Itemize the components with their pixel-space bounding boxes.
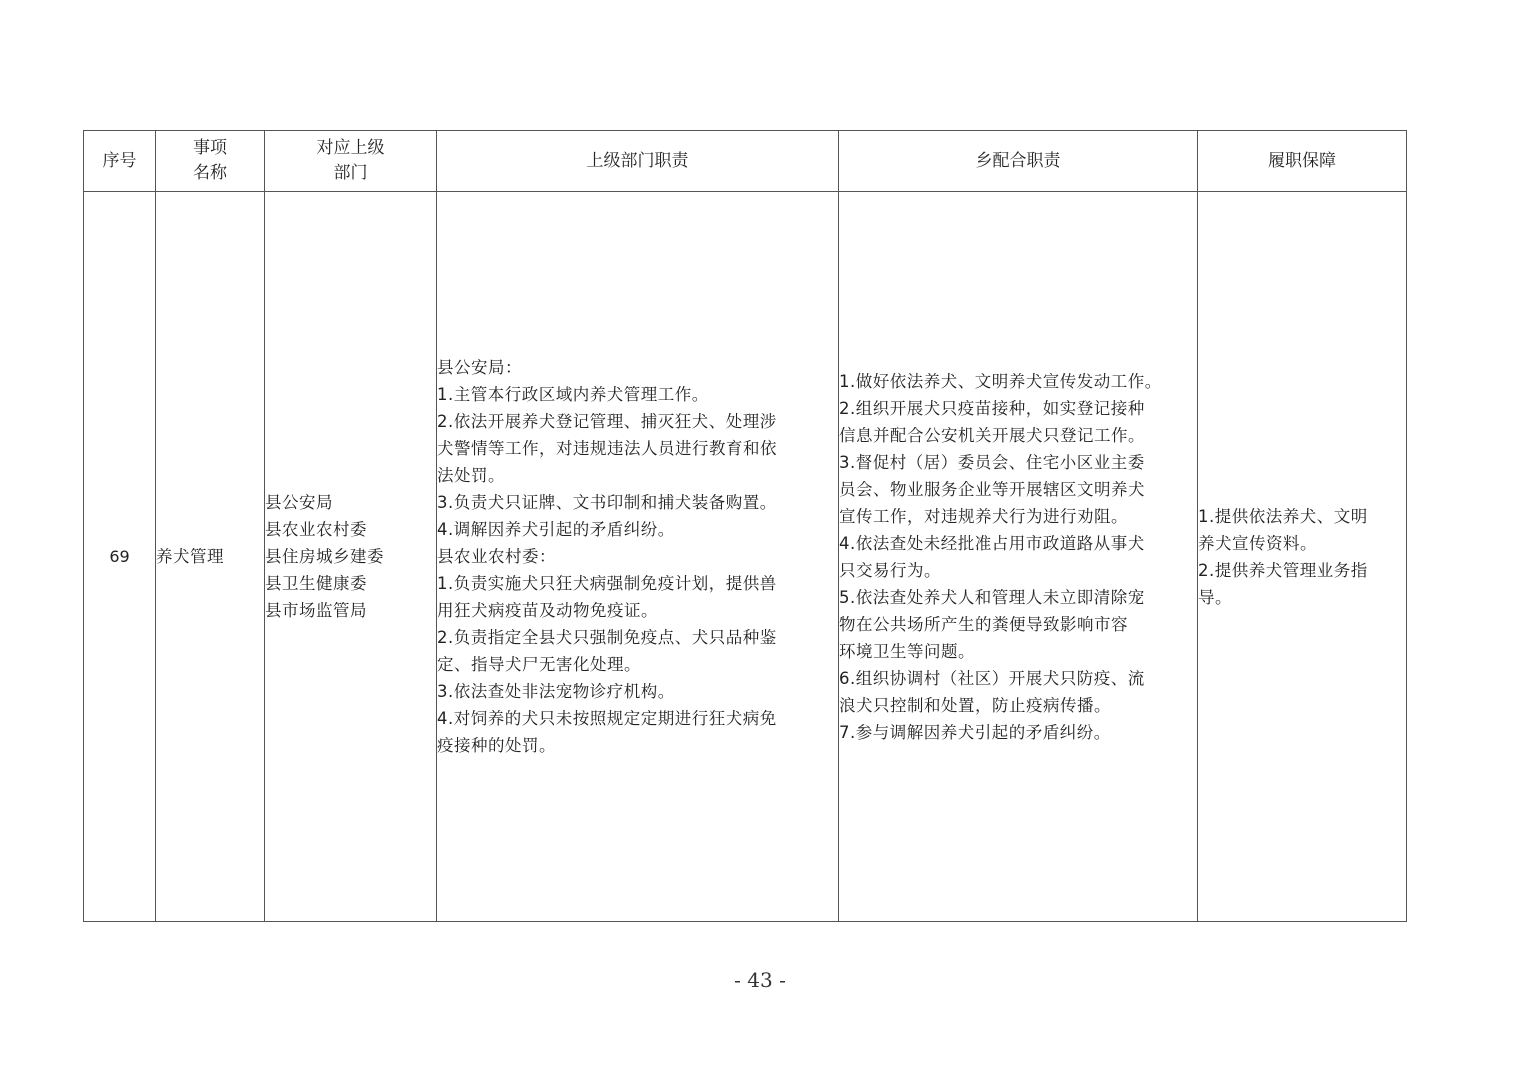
duty-line: 物在公共场所产生的粪便导致影响市容 xyxy=(839,614,1128,634)
duty-line: 1.做好依法养犬、文明养犬宣传发动工作。 xyxy=(839,371,1162,391)
header-superior-duties: 上级部门职责 xyxy=(437,131,839,192)
row-township-duties xyxy=(839,192,1198,922)
row-guarantee xyxy=(1198,192,1407,922)
table-row xyxy=(84,192,1407,922)
header-item-name xyxy=(156,131,265,192)
guarantee-line: 养犬宣传资料。 xyxy=(1198,533,1317,553)
duty-line: 县公安局： xyxy=(437,358,522,377)
duty-line: 5.依法查处养犬人和管理人未立即清除宠 xyxy=(839,587,1145,607)
header-item-name-line: 事项 xyxy=(193,138,227,158)
header-seq: 序号 xyxy=(84,131,156,192)
duty-line: 3.负责犬只证牌、文书印制和捕犬装备购置。 xyxy=(437,493,777,512)
duty-line: 疫接种的处罚。 xyxy=(437,736,556,755)
duty-line: 3.督促村（居）委员会、住宅小区业主委 xyxy=(839,452,1145,472)
duty-table xyxy=(83,130,1407,922)
header-township-duties: 乡配合职责 xyxy=(839,131,1198,192)
header-superior-dept-line: 对应上级 xyxy=(316,138,385,158)
duty-line: 2.依法开展养犬登记管理、捕灭狂犬、处理涉 xyxy=(437,412,777,431)
guarantee-line: 导。 xyxy=(1198,587,1232,607)
duty-line: 2.组织开展犬只疫苗接种，如实登记接种 xyxy=(839,398,1145,418)
department-line: 县公安局 xyxy=(265,493,333,512)
duty-line: 浪犬只控制和处置，防止疫病传播。 xyxy=(839,695,1111,715)
duty-line: 1.主管本行政区域内养犬管理工作。 xyxy=(437,385,709,404)
department-line: 县卫生健康委 xyxy=(265,574,367,593)
header-row xyxy=(84,131,1407,192)
duty-line: 4.对饲养的犬只未按照规定定期进行狂犬病免 xyxy=(437,709,777,728)
row-seq: 69 xyxy=(84,192,156,922)
department-line: 县农业农村委 xyxy=(265,520,367,539)
header-superior-dept xyxy=(265,131,437,192)
row-departments xyxy=(265,192,437,922)
department-line: 县市场监管局 xyxy=(265,601,367,620)
duty-line: 4.调解因养犬引起的矛盾纠纷。 xyxy=(437,520,675,539)
page-number: - 43 - xyxy=(734,968,786,992)
duty-line: 宣传工作，对违规养犬行为进行劝阻。 xyxy=(839,506,1128,526)
header-guarantee: 履职保障 xyxy=(1198,131,1407,192)
duty-line: 只交易行为。 xyxy=(839,560,941,580)
duty-line: 3.依法查处非法宠物诊疗机构。 xyxy=(437,682,675,701)
guarantee-line: 1.提供依法养犬、文明 xyxy=(1198,506,1368,526)
row-item-name: 养犬管理 xyxy=(156,192,265,922)
duty-line: 员会、物业服务企业等开展辖区文明养犬 xyxy=(839,479,1145,499)
duty-line: 环境卫生等问题。 xyxy=(839,641,975,661)
header-item-name-line: 名称 xyxy=(193,163,227,183)
guarantee-line: 2.提供养犬管理业务指 xyxy=(1198,560,1368,580)
duty-line: 6.组织协调村（社区）开展犬只防疫、流 xyxy=(839,668,1145,688)
duty-line: 2.负责指定全县犬只强制免疫点、犬只品种鉴 xyxy=(437,628,777,647)
duty-line: 7.参与调解因养犬引起的矛盾纠纷。 xyxy=(839,722,1111,742)
duty-line: 县农业农村委： xyxy=(437,547,556,566)
duty-line: 信息并配合公安机关开展犬只登记工作。 xyxy=(839,425,1145,445)
duty-line: 定、指导犬尸无害化处理。 xyxy=(437,655,641,674)
department-line: 县住房城乡建委 xyxy=(265,547,384,566)
duty-line: 用狂犬病疫苗及动物免疫证。 xyxy=(437,601,658,620)
row-superior-duties xyxy=(437,192,839,922)
duty-line: 法处罚。 xyxy=(437,466,505,485)
duty-line: 1.负责实施犬只狂犬病强制免疫计划，提供兽 xyxy=(437,574,777,593)
duty-line: 4.依法查处未经批准占用市政道路从事犬 xyxy=(839,533,1145,553)
duty-line: 犬警情等工作，对违规违法人员进行教育和依 xyxy=(437,439,777,458)
header-superior-dept-line: 部门 xyxy=(333,163,368,183)
